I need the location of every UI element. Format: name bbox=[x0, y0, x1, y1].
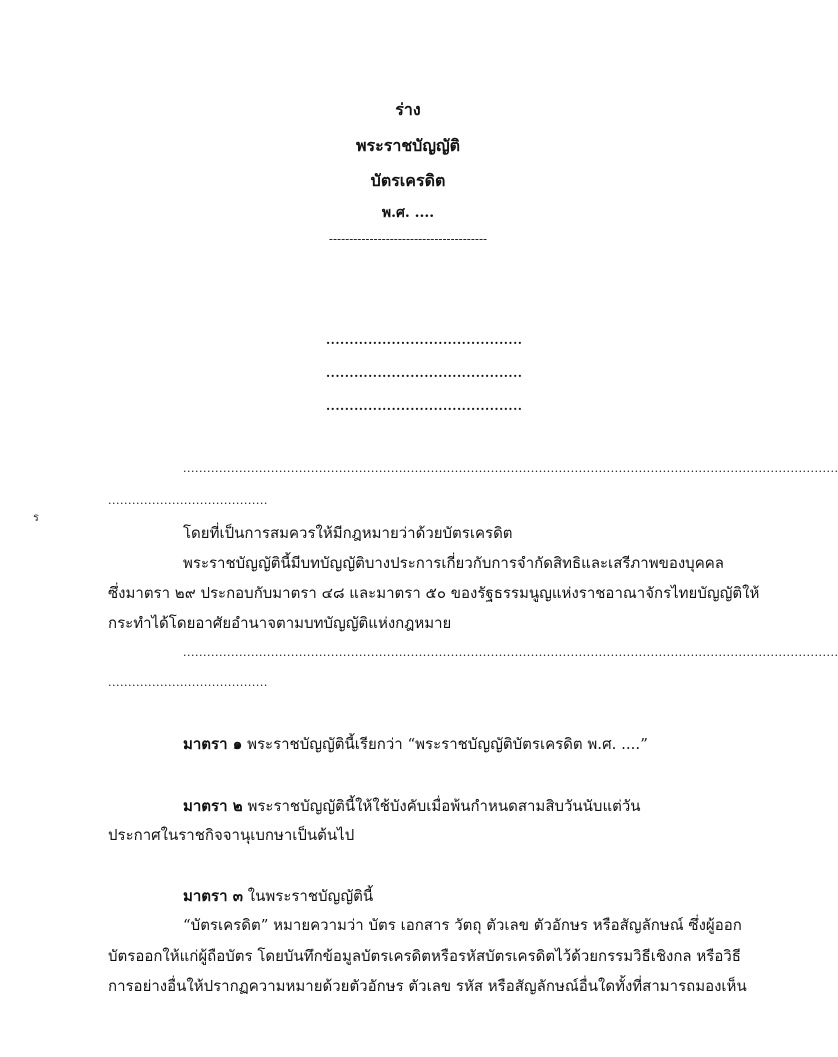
preamble-rights-line3: กระทำได้โดยอาศัยอำนาจตามบทบัญญัติแห่งกฎหมาย bbox=[108, 614, 452, 632]
preamble-dots-3: .................................................................................................................................................................... bbox=[183, 646, 838, 659]
section-3 bbox=[183, 884, 373, 908]
signature-dots-3: .......................................... bbox=[326, 399, 523, 413]
header-rule: --------------------------------------- bbox=[328, 232, 488, 246]
section-3-definition-line3: การอย่างอื่นให้ปรากฏความหมายด้วยตัวอักษร ตัวเลข รหัส หรือสัญลักษณ์อื่นใดทั้งที่สามารถมองเห็น bbox=[108, 977, 747, 995]
preamble-dots-1: .................................................................................................................................................................... bbox=[183, 462, 838, 475]
preamble-reason: โดยที่เป็นการสมควรให้มีกฎหมายว่าด้วยบัตรเครดิต bbox=[183, 524, 513, 542]
act-type-title: พระราชบัญญัติ bbox=[356, 136, 460, 155]
section-1-text: พระราชบัญญัตินี้เรียกว่า “พระราชบัญญัติบัตรเครดิต พ.ศ. ....” bbox=[247, 735, 648, 753]
margin-mark: ร bbox=[33, 511, 39, 524]
signature-dots-1: .......................................... bbox=[326, 333, 523, 347]
act-year: พ.ศ. .... bbox=[381, 205, 435, 221]
section-2-text-line2: ประกาศในราชกิจจานุเบกษาเป็นต้นไป bbox=[108, 826, 355, 844]
section-2-text: พระราชบัญญัตินี้ให้ใช้บังคับเมื่อพ้นกำหนดสามสิบวันนับแต่วัน bbox=[247, 797, 641, 815]
section-1-label: มาตรา ๑ bbox=[183, 735, 243, 753]
section-3-text: ในพระราชบัญญัตินี้ bbox=[247, 887, 374, 905]
section-3-definition-line1: “บัตรเครดิต” หมายความว่า บัตร เอกสาร วัตถุ ตัวเลข ตัวอักษร หรือสัญลักษณ์ ซึ่งผู้ออก bbox=[183, 916, 742, 934]
draft-label: ร่าง bbox=[395, 100, 421, 119]
section-2 bbox=[183, 794, 641, 818]
preamble-dots-2: ........................................ bbox=[108, 494, 268, 507]
preamble-dots-4: ........................................ bbox=[108, 676, 268, 689]
section-3-label: มาตรา ๓ bbox=[183, 887, 244, 905]
preamble-rights-line1: พระราชบัญญัตินี้มีบทบัญญัติบางประการเกี่ยวกับการจำกัดสิทธิและเสรีภาพของบุคคล bbox=[183, 554, 724, 572]
act-name-title: บัตรเครดิต bbox=[370, 171, 446, 190]
signature-dots-2: .......................................... bbox=[326, 366, 523, 380]
preamble-rights-line2: ซึ่งมาตรา ๒๙ ประกอบกับมาตรา ๔๘ และมาตรา ๕๐ ของรัฐธรรมนูญแห่งราชอาณาจักรไทยบัญญัติให้ bbox=[108, 584, 760, 602]
section-3-definition-line2: บัตรออกให้แก่ผู้ถือบัตร โดยบันทึกข้อมูลบัตรเครดิตหรือรหัสบัตรเครดิตไว้ด้วยกรรมวิธีเชิงกล หรือวิธี bbox=[108, 947, 741, 965]
section-1 bbox=[183, 732, 648, 756]
section-2-label: มาตรา ๒ bbox=[183, 797, 243, 815]
